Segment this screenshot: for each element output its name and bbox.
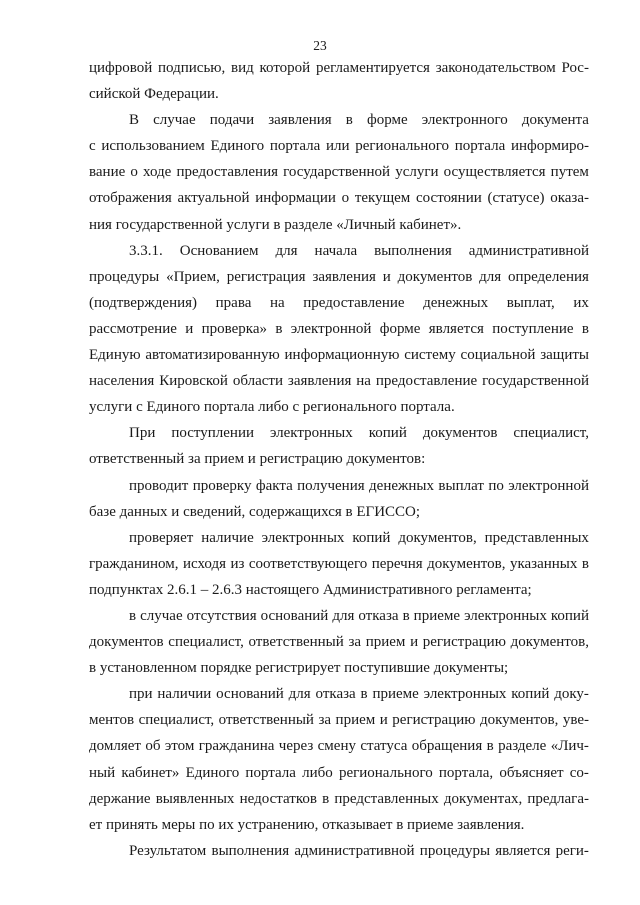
word: Единую bbox=[89, 347, 141, 364]
word: «Лич- bbox=[550, 738, 589, 755]
word: случае bbox=[153, 112, 196, 129]
word: портала, bbox=[438, 764, 494, 781]
word: в bbox=[360, 686, 368, 703]
word: или bbox=[326, 138, 350, 155]
word: является bbox=[495, 842, 551, 859]
word: денежных bbox=[423, 294, 489, 311]
word: проверку bbox=[192, 477, 252, 494]
word: ный bbox=[89, 764, 116, 781]
word: отказа bbox=[358, 607, 399, 624]
word: Основанием bbox=[179, 242, 259, 259]
word: в bbox=[581, 320, 589, 337]
word: регламентируется bbox=[315, 60, 430, 76]
word: социальной bbox=[460, 347, 536, 364]
word: документов, bbox=[427, 555, 506, 572]
word: предлага- bbox=[527, 790, 589, 807]
text-line bbox=[89, 603, 589, 629]
word: этом bbox=[164, 738, 195, 755]
word: в bbox=[486, 738, 494, 755]
text-line: базе данных и сведений, содержащихся в ЕГИССО; bbox=[89, 503, 421, 520]
word: недостатков bbox=[239, 790, 317, 807]
word: прием bbox=[365, 634, 406, 651]
word: в bbox=[322, 790, 330, 807]
text-line bbox=[89, 733, 589, 759]
word: ментов bbox=[89, 712, 135, 729]
word: их bbox=[573, 294, 589, 311]
text-line bbox=[89, 290, 589, 316]
word: портала bbox=[454, 138, 506, 155]
word: документа bbox=[521, 112, 589, 129]
word: электронных bbox=[423, 686, 507, 703]
text-line: ет принять меры по их устранению, отказывает в приеме заявления. bbox=[89, 816, 525, 833]
word: наличие bbox=[201, 529, 254, 546]
word: Рос- bbox=[561, 60, 589, 76]
word: копий bbox=[368, 425, 407, 442]
word: В bbox=[129, 112, 140, 129]
word: цифровой bbox=[89, 60, 153, 76]
word: гражданина bbox=[198, 738, 275, 755]
word: оснований bbox=[216, 686, 284, 703]
text-line bbox=[89, 525, 589, 551]
text-line bbox=[89, 316, 589, 342]
text-line bbox=[89, 185, 589, 211]
word: перечня bbox=[371, 555, 423, 572]
word: законодательством bbox=[435, 60, 556, 76]
word: подписью, bbox=[158, 60, 226, 76]
word: указанных bbox=[509, 555, 578, 572]
word: права bbox=[215, 294, 252, 311]
text-line: ответственный за прием и регистрацию документов: bbox=[89, 451, 426, 468]
word: ответственный bbox=[248, 634, 344, 651]
word: государственной bbox=[283, 164, 391, 181]
word: выполнения bbox=[374, 242, 452, 259]
word: выполнения bbox=[211, 842, 290, 859]
word: «Прием, bbox=[166, 268, 220, 285]
word: ответственный bbox=[218, 712, 314, 729]
word: через bbox=[278, 738, 314, 755]
word: вид bbox=[231, 60, 254, 76]
text-line bbox=[89, 629, 589, 655]
text-line bbox=[89, 159, 589, 185]
word: копий bbox=[550, 607, 589, 624]
word: регистрация bbox=[226, 268, 306, 285]
word: уве- bbox=[562, 712, 589, 729]
word: осуществляется bbox=[443, 164, 546, 181]
word: информации bbox=[255, 190, 336, 207]
word: состоянии bbox=[416, 190, 482, 207]
word: и bbox=[382, 268, 391, 285]
word: прием bbox=[335, 712, 376, 729]
word: При bbox=[129, 425, 156, 442]
word: с bbox=[89, 138, 96, 155]
word: доку- bbox=[554, 686, 589, 703]
word: административной bbox=[294, 842, 415, 859]
text-line bbox=[89, 681, 589, 707]
word: специалист, bbox=[168, 634, 244, 651]
word: информационную bbox=[284, 347, 400, 364]
word: Единого bbox=[210, 138, 265, 155]
text-line bbox=[89, 551, 589, 577]
word: домляет bbox=[89, 738, 141, 755]
word: и bbox=[379, 712, 388, 729]
word: наличии bbox=[157, 686, 212, 703]
word: регистрацию bbox=[392, 712, 476, 729]
word: информиро- bbox=[510, 138, 589, 155]
word: при bbox=[129, 686, 153, 703]
word: государственной bbox=[482, 373, 589, 390]
word: статуса bbox=[360, 738, 408, 755]
word: в bbox=[275, 320, 283, 337]
word: заявления bbox=[312, 268, 376, 285]
word: представленных bbox=[334, 790, 439, 807]
word: о bbox=[341, 190, 350, 207]
word: за bbox=[348, 634, 362, 651]
word: выявленных bbox=[155, 790, 235, 807]
text-line bbox=[89, 368, 589, 394]
word: проверка» bbox=[201, 320, 267, 337]
word: Результатом bbox=[129, 842, 207, 859]
word: со- bbox=[569, 764, 589, 781]
word: электронной bbox=[290, 320, 372, 337]
word: из bbox=[230, 555, 245, 572]
word: в bbox=[129, 607, 137, 624]
word: заявления bbox=[287, 373, 352, 390]
word: исходя bbox=[182, 555, 226, 572]
word: обращения bbox=[411, 738, 483, 755]
word: гражданином, bbox=[89, 555, 179, 572]
word: области bbox=[232, 373, 283, 390]
word: услуги bbox=[395, 164, 439, 181]
word: копий bbox=[352, 529, 391, 546]
word: проводит bbox=[129, 477, 189, 494]
word: в bbox=[581, 555, 589, 572]
word: путем bbox=[550, 164, 589, 181]
word: о bbox=[130, 164, 138, 181]
text-line bbox=[89, 133, 589, 159]
word: соответствующего bbox=[248, 555, 368, 572]
word: Кировской bbox=[159, 373, 228, 390]
word: которой bbox=[259, 60, 311, 76]
word: электронных bbox=[464, 607, 547, 624]
word: начала bbox=[314, 242, 358, 259]
word: документов bbox=[89, 634, 164, 651]
page-number: 23 bbox=[313, 38, 327, 53]
word: и bbox=[185, 320, 194, 337]
word: электронных bbox=[269, 425, 353, 442]
word: подачи bbox=[209, 112, 255, 129]
word: получения bbox=[297, 477, 365, 494]
word: предоставление bbox=[375, 373, 478, 390]
word: электронного bbox=[421, 112, 508, 129]
word: приеме bbox=[413, 607, 461, 624]
word: вание bbox=[89, 164, 126, 181]
text-line bbox=[89, 420, 589, 446]
word: приеме bbox=[372, 686, 419, 703]
word: оказа- bbox=[550, 190, 589, 207]
word: отсутствия bbox=[186, 607, 257, 624]
word: является bbox=[428, 320, 484, 337]
text-line: услуги с Единого портала либо с регионального портала. bbox=[89, 399, 455, 416]
word: административной bbox=[468, 242, 589, 259]
word: по bbox=[488, 477, 504, 494]
word: (подтверждения) bbox=[89, 294, 198, 311]
text-line bbox=[89, 264, 589, 290]
word: копий bbox=[511, 686, 550, 703]
text-line: сийской Федерации. bbox=[89, 86, 219, 103]
word: в bbox=[345, 112, 353, 129]
word: систему bbox=[404, 347, 456, 364]
word: для bbox=[479, 268, 502, 285]
word: случае bbox=[140, 607, 183, 624]
text-line bbox=[89, 342, 589, 368]
word: предоставления bbox=[176, 164, 279, 181]
text-line bbox=[89, 107, 589, 133]
word: для bbox=[275, 242, 298, 259]
word: держание bbox=[89, 790, 151, 807]
word: денежных bbox=[369, 477, 434, 494]
word: защиты bbox=[540, 347, 589, 364]
word: факта bbox=[255, 477, 293, 494]
word: регионального bbox=[338, 764, 433, 781]
word: Единого bbox=[185, 764, 240, 781]
text-line bbox=[89, 760, 589, 786]
word: документов, bbox=[479, 712, 559, 729]
word: об bbox=[145, 738, 161, 755]
word: специалист, bbox=[513, 425, 589, 442]
word: отказа bbox=[315, 686, 356, 703]
word: электронной bbox=[508, 477, 589, 494]
word: специалист, bbox=[138, 712, 215, 729]
word: использованием bbox=[101, 138, 205, 155]
word: рассмотрение bbox=[89, 320, 177, 337]
word: предоставление bbox=[303, 294, 405, 311]
word: на bbox=[356, 373, 371, 390]
word: выплат bbox=[438, 477, 484, 494]
word: портала bbox=[245, 764, 296, 781]
word: за bbox=[318, 712, 332, 729]
word: документов bbox=[422, 425, 498, 442]
word: выплат, bbox=[506, 294, 555, 311]
word: определения bbox=[508, 268, 589, 285]
text-line bbox=[89, 473, 589, 499]
word: поступление bbox=[492, 320, 574, 337]
word: смену bbox=[317, 738, 356, 755]
word: ходе bbox=[143, 164, 172, 181]
word: автоматизированную bbox=[145, 347, 280, 364]
word: регионального bbox=[355, 138, 450, 155]
text-line bbox=[89, 838, 589, 864]
word: на bbox=[269, 294, 285, 311]
word: документов, bbox=[510, 634, 589, 651]
word: разделе bbox=[498, 738, 547, 755]
word: актуальной bbox=[177, 190, 250, 207]
word: проверяет bbox=[129, 529, 194, 546]
word: в bbox=[402, 607, 410, 624]
text-line bbox=[89, 55, 589, 81]
text-line: ния государственной услуги в разделе «Личный кабинет». bbox=[89, 216, 462, 233]
word: либо bbox=[302, 764, 333, 781]
text-line bbox=[89, 238, 589, 264]
word: процедуры bbox=[419, 842, 491, 859]
word: поступлении bbox=[171, 425, 255, 442]
word: 3.3.1. bbox=[129, 242, 163, 259]
document-body bbox=[89, 55, 589, 864]
word: портала bbox=[269, 138, 321, 155]
word: представленных bbox=[484, 529, 589, 546]
word: форме bbox=[379, 320, 421, 337]
word: (статусе) bbox=[487, 190, 545, 207]
word: документов, bbox=[398, 529, 477, 546]
text-line: подпунктах 2.6.1 – 2.6.3 настоящего Административного регламента; bbox=[89, 581, 532, 598]
text-line bbox=[89, 707, 589, 733]
word: форме bbox=[367, 112, 408, 129]
word: кабинет» bbox=[121, 764, 180, 781]
word: электронных bbox=[261, 529, 345, 546]
word: населения bbox=[89, 373, 155, 390]
word: текущем bbox=[354, 190, 411, 207]
word: для bbox=[332, 607, 355, 624]
text-line: в установленном порядке регистрирует поступившие документы; bbox=[89, 660, 509, 677]
word: отображения bbox=[89, 190, 172, 207]
word: объясняет bbox=[499, 764, 564, 781]
word: процедуры bbox=[89, 268, 160, 285]
word: оснований bbox=[260, 607, 329, 624]
word: для bbox=[288, 686, 311, 703]
word: и bbox=[410, 634, 419, 651]
word: документов bbox=[397, 268, 473, 285]
text-line bbox=[89, 786, 589, 812]
word: заявления bbox=[268, 112, 332, 129]
word: документах, bbox=[443, 790, 523, 807]
word: реги- bbox=[555, 842, 589, 859]
word: регистрацию bbox=[422, 634, 506, 651]
